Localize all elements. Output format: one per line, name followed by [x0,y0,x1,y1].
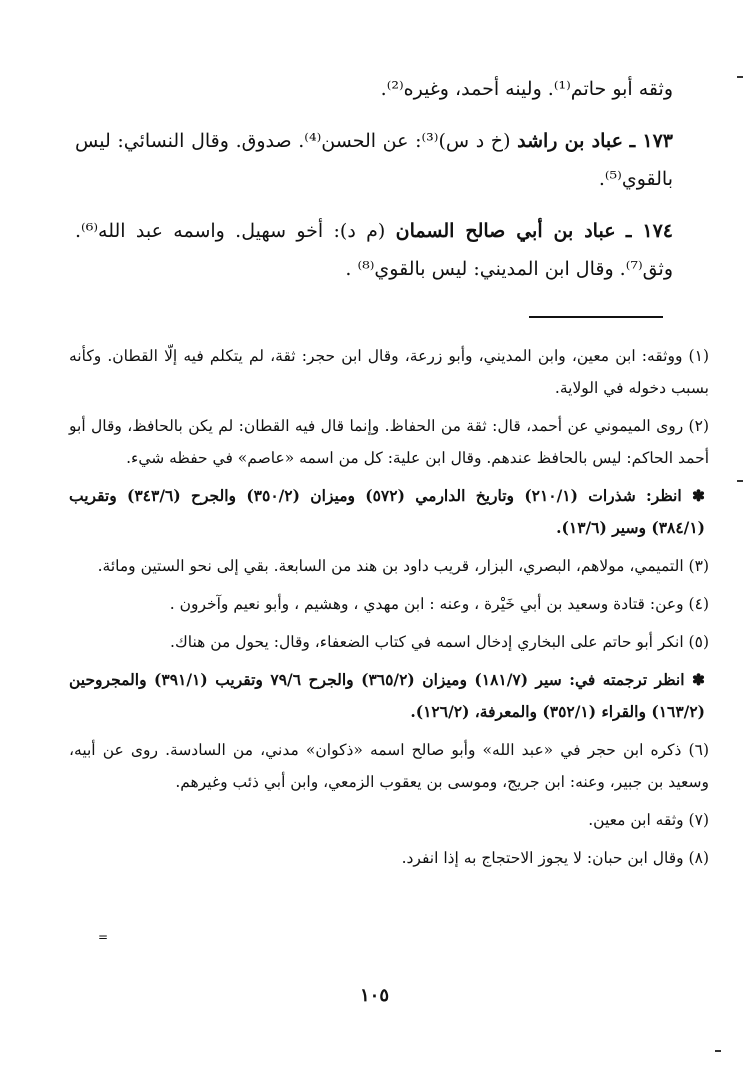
main-text [75,70,673,302]
paragraph-intro: وثقه أبو حاتم⁽¹⁾. ولينه أحمد، وغيره⁽²⁾. [380,78,673,100]
footnotes [69,340,709,880]
footnote-5: (٥) انكر أبو حاتم على البخاري إدخال اسمه في كتاب الضعفاء، وقال: يحول من هناك. [170,633,709,651]
entry-text: (خ د س)⁽³⁾: عن الحسن⁽⁴⁾. صدوق. وقال النسائي: ليس بالقوي⁽⁵⁾. [75,130,673,190]
footnote-separator [529,316,663,318]
entry-text: (م د): أخو سهيل. واسمه عبد الله⁽⁶⁾. وثق⁽⁷⁾. وقال ابن المديني: ليس بالقوي⁽⁸⁾ . [75,220,673,280]
footnote-7: (٧) وثقه ابن معين. [588,811,709,829]
margin-dash [737,76,743,78]
margin-dash [737,480,743,482]
narrator-name: عباد بن أبي صالح السمان [395,220,616,242]
footnote-3: (٣) التميمي، مولاهم، البصري، البزار، قريب داود بن هند من السابعة. بقي إلى نحو الستين ومائة. [97,557,709,575]
page-number: ١٠٥ [359,985,389,1006]
footnote-sources: ✽ انظر ترجمته في: سير (١٨١/٧) وميزان (٣٦٥/٢) والجرح ٧٩/٦ وتقريب (٣٩١/١) والمجروحين (١٦٣/٢) والقراء (٣٥٢/١) والمعرفة، (١٢٦/٢). [69,670,706,721]
footnote-8: (٨) وقال ابن حبان: لا يجوز الاحتجاج به إذا انفرد. [401,849,709,867]
footnote-sources: ✽ انظر: شذرات (٢١٠/١) وتاريخ الدارمي (٥٧٢) وميزان (٣٥٠/٢) والجرح (٣٤٣/٦) وتقريب (٣٨٤/١) وسير (١٣/٦). [69,486,705,537]
footnote-2: (٢) روى الميموني عن أحمد، قال: ثقة من الحفاظ. وإنما قال فيه القطان: لم يكن بالحافظ، وقال أبو أحمد الحاكم: ليس بالحافظ عندهم. وقال ابن علية: كل من اسمه «عاصم» في حفظه شيء. [69,417,709,467]
entry-number: ١٧٤ ـ [625,220,673,242]
footnote-6: (٦) ذكره ابن حجر في «عبد الله» وأبو صالح اسمه «ذكوان» مدني، من السادسة. روى عن أبيه، وسعيد بن جبير، وعنه: ابن جريج، وموسى بن يعقوب الزمعي، وابن أبي ذئب وغيرهم. [69,741,709,791]
margin-dash [715,1050,721,1052]
margin-mark: = [98,930,109,944]
footnote-4: (٤) وعن: قتادة وسعيد بن أبي خَيْرة ، وعنه : ابن مهدي ، وهشيم ، وأبو نعيم وآخرون . [169,595,709,613]
narrator-name: عباد بن راشد [517,130,623,152]
footnote-1: (١) ووثقه: ابن معين، وابن المديني، وأبو زرعة، وقال ابن حجر: ثقة، لم يتكلم فيه إلّا القطان. وكأنه بسبب دخوله في الولاية. [69,347,709,397]
entry-174 [75,212,673,288]
entry-173 [75,122,673,198]
entry-number: ١٧٣ ـ [629,130,674,152]
